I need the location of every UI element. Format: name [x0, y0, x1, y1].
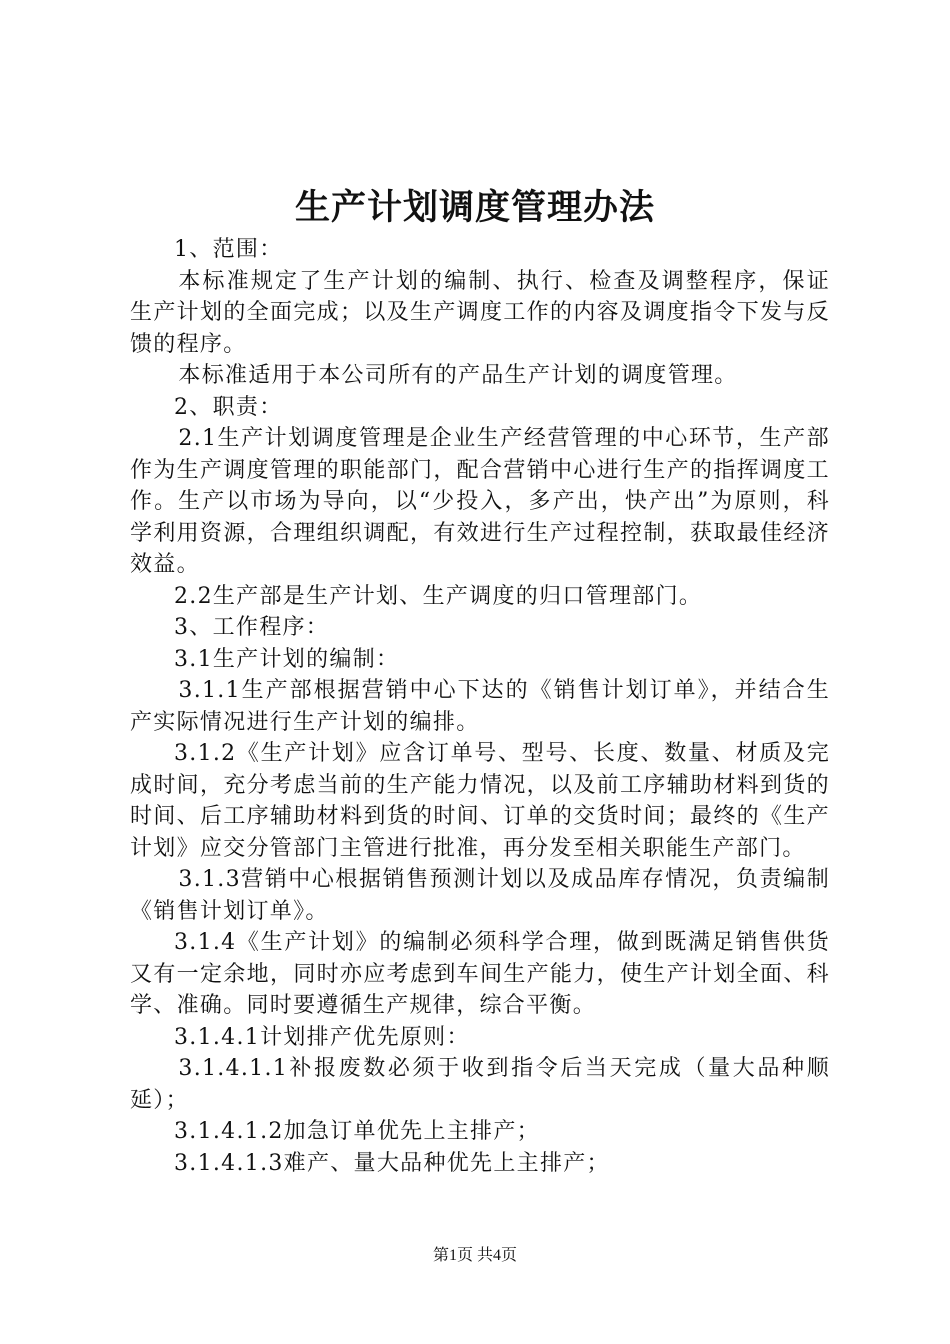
section-heading-scope: 1、范围： [174, 237, 283, 262]
section-heading-duties: 2、职责： [174, 394, 283, 420]
paragraph: 本标准规定了生产计划的编制、执行、检查及调整程序，保证生产计划的全面完成；以及生产调度工作的内容及调度指令下发与反馈的程序。 [130, 268, 830, 357]
paragraph: 3.1.4《生产计划》的编制必须科学合理，做到既满足销售供货又有一定余地，同时亦应考虑到车间生产能力，使生产计划全面、科学、准确。同时要遵循生产规律，综合平衡。 [130, 930, 830, 1018]
paragraph: 3.1.4.1.3难产、量大品种优先上主排产； [174, 1150, 610, 1176]
paragraph: 3.1.4.1.1补报废数必须于收到指令后当天完成（量大品种顺延）； [130, 1056, 830, 1113]
paragraph: 3.1.4.1.2加急订单优先上主排产； [174, 1119, 540, 1144]
paragraph: 3.1.1生产部根据营销中心下达的《销售计划订单》，并结合生产实际情况进行生产计划的编排。 [130, 678, 830, 735]
document-title: 生产计划调度管理办法 [294, 187, 655, 228]
section-heading-procedure: 3、工作程序： [174, 615, 330, 640]
paragraph: 3.1.4.1计划排产优先原则： [174, 1024, 470, 1050]
page-footer: 第1页 共4页 [432, 1247, 517, 1264]
paragraph: 2.2生产部是生产计划、生产调度的归口管理部门。 [174, 583, 703, 609]
paragraph: 3.1.3营销中心根据销售预测计划以及成品库存情况，负责编制《销售计划订单》。 [130, 867, 830, 924]
paragraph: 2.1生产计划调度管理是企业生产经营管理的中心环节，生产部作为生产调度管理的职能部门，配合营销中心进行生产的指挥调度工作。生产以市场为导向，以“少投入，多产出，快产出”为原则，科学利用资源，合理组织调配，有效进行生产过程控制，获取最佳经济效益。 [130, 426, 830, 577]
document-body [130, 234, 830, 1179]
subsection-heading: 3.1生产计划的编制： [174, 646, 400, 672]
paragraph: 本标准适用于本公司所有的产品生产计划的调度管理。 [178, 363, 738, 388]
paragraph: 3.1.2《生产计划》应含订单号、型号、长度、数量、材质及完成时间，充分考虑当前的生产能力情况，以及前工序辅助材料到货的时间、后工序辅助材料到货的时间、订单的交货时间；最终的《生产计划》应交分管部门主管进行批准，再分发至相关职能生产部门。 [130, 741, 830, 861]
